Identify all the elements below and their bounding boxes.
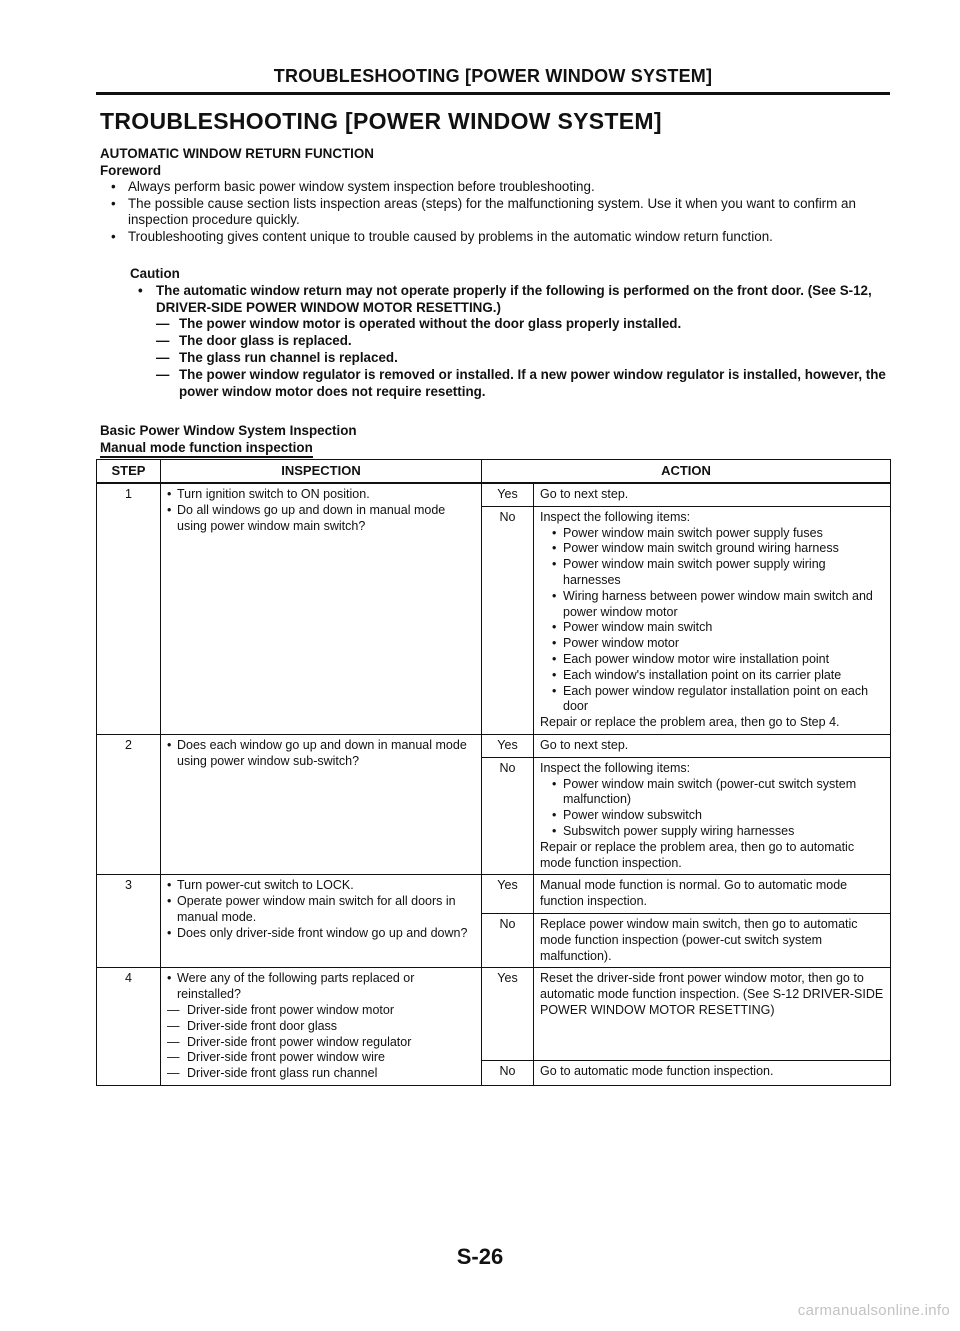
- step-number: 4: [97, 968, 161, 1086]
- caution-item: • The automatic window return may not operate properly if the following is performed on the front door. (See S-12, DRIVER-SIDE POWER WINDOW MOTOR RESETTING.): [130, 283, 890, 317]
- caution-dash-item: — The power window regulator is removed or installed. If a new power window regulator is installed, however, the power window motor does not require resetting.: [156, 367, 890, 401]
- manual-mode-heading: Manual mode function inspection: [100, 440, 313, 459]
- inspection-item: • Turn power-cut switch to LOCK.: [167, 878, 475, 894]
- check-item: • Wiring harness between power window main switch and power window motor: [552, 589, 884, 621]
- caution-list: [130, 283, 890, 317]
- yes-label: Yes: [482, 483, 534, 506]
- header-inspection: INSPECTION: [161, 460, 482, 484]
- table-row: [97, 734, 891, 757]
- check-item: • Power window main switch ground wiring harness: [552, 541, 884, 557]
- check-item: • Subswitch power supply wiring harnesses: [552, 824, 884, 840]
- yes-action: Reset the driver-side front power window motor, then go to automatic mode function inspection. (See S-12 DRIVER-SIDE POWER WINDOW MOTOR RESETTING): [534, 968, 891, 1061]
- inspection-cell: [161, 968, 482, 1086]
- check-item: • Power window subswitch: [552, 808, 884, 824]
- inspection-item: • Operate power window main switch for all doors in manual mode.: [167, 894, 475, 926]
- foreword-item: • Always perform basic power window system inspection before troubleshooting.: [100, 179, 890, 196]
- caution-dash-item: — The power window motor is operated without the door glass properly installed.: [156, 316, 890, 333]
- no-action: [534, 506, 891, 734]
- part-item: — Driver-side front power window motor: [167, 1003, 475, 1019]
- inspection-item: • Do all windows go up and down in manual mode using power window main switch?: [167, 503, 475, 535]
- foreword-item: • The possible cause section lists inspection areas (steps) for the malfunctioning system. Use it when you want to confirm an inspection procedure quickly.: [100, 196, 890, 229]
- caution-dash-list: [130, 316, 890, 400]
- inspection-table: [96, 459, 891, 1086]
- table-row: [97, 968, 891, 1061]
- step-number: 2: [97, 734, 161, 874]
- yes-label: Yes: [482, 968, 534, 1061]
- no-action: Go to automatic mode function inspection.: [534, 1061, 891, 1086]
- caution-dash-item: — The door glass is replaced.: [156, 333, 890, 350]
- inspection-item: • Does each window go up and down in manual mode using power window sub-switch?: [167, 738, 475, 770]
- inspection-item: • Were any of the following parts replaced or reinstalled?: [167, 971, 475, 1003]
- check-item: • Power window motor: [552, 636, 884, 652]
- yes-label: Yes: [482, 734, 534, 757]
- check-item: • Power window main switch power supply wiring harnesses: [552, 557, 884, 589]
- header-step: STEP: [97, 460, 161, 484]
- yes-action: Go to next step.: [534, 483, 891, 506]
- part-item: — Driver-side front door glass: [167, 1019, 475, 1035]
- check-item: • Each power window motor wire installation point: [552, 652, 884, 668]
- check-item: • Power window main switch (power-cut switch system malfunction): [552, 777, 884, 809]
- inspection-cell: [161, 734, 482, 874]
- inspection-cell: [161, 483, 482, 734]
- page-title: TROUBLESHOOTING [POWER WINDOW SYSTEM]: [100, 108, 662, 134]
- yes-action: Manual mode function is normal. Go to automatic mode function inspection.: [534, 875, 891, 914]
- yes-action: Go to next step.: [534, 734, 891, 757]
- caution-block: [130, 266, 890, 400]
- no-action-outro: Repair or replace the problem area, then go to automatic mode function inspection.: [540, 839, 855, 870]
- section-heading: AUTOMATIC WINDOW RETURN FUNCTION: [100, 146, 374, 161]
- no-action: Replace power window main switch, then go to automatic mode function inspection (power-cut switch system malfunction).: [534, 913, 891, 967]
- step-number: 3: [97, 875, 161, 968]
- part-item: — Driver-side front power window wire: [167, 1050, 475, 1066]
- part-item: — Driver-side front glass run channel: [167, 1066, 475, 1082]
- table-header-row: [97, 460, 891, 484]
- page-number: S-26: [456, 1244, 504, 1269]
- check-item: • Power window main switch: [552, 620, 884, 636]
- inspection-item: • Turn ignition switch to ON position.: [167, 487, 475, 503]
- watermark: carmanualsonline.info: [797, 1302, 950, 1319]
- step-number: 1: [97, 483, 161, 734]
- no-label: No: [482, 757, 534, 875]
- foreword-item: • Troubleshooting gives content unique to trouble caused by problems in the automatic window return function.: [100, 229, 890, 246]
- yes-label: Yes: [482, 875, 534, 914]
- caution-heading: Caution: [130, 266, 180, 281]
- foreword-list: [100, 179, 890, 245]
- table-row: [97, 483, 891, 506]
- running-head: TROUBLESHOOTING [POWER WINDOW SYSTEM]: [273, 66, 713, 86]
- no-action-intro: Inspect the following items:: [540, 760, 691, 775]
- caution-dash-item: — The glass run channel is replaced.: [156, 350, 890, 367]
- foreword-heading: Foreword: [100, 162, 162, 178]
- check-item: • Power window main switch power supply fuses: [552, 526, 884, 542]
- inspection-item: • Does only driver-side front window go up and down?: [167, 926, 475, 942]
- check-item: • Each window's installation point on its carrier plate: [552, 668, 884, 684]
- inspection-headings: [100, 423, 357, 458]
- header-action: ACTION: [482, 460, 891, 484]
- check-item: • Each power window regulator installation point on each door: [552, 684, 884, 716]
- no-action-intro: Inspect the following items:: [540, 509, 691, 524]
- table-row: [97, 875, 891, 914]
- no-label: No: [482, 506, 534, 734]
- no-label: No: [482, 913, 534, 967]
- foreword-section: [100, 146, 890, 246]
- no-action-outro: Repair or replace the problem area, then go to Step 4.: [540, 715, 840, 730]
- inspection-cell: [161, 875, 482, 968]
- no-label: No: [482, 1061, 534, 1086]
- basic-inspection-heading: Basic Power Window System Inspection: [100, 423, 357, 438]
- part-item: — Driver-side front power window regulator: [167, 1035, 475, 1051]
- no-action: [534, 757, 891, 875]
- header-rule: [96, 92, 890, 95]
